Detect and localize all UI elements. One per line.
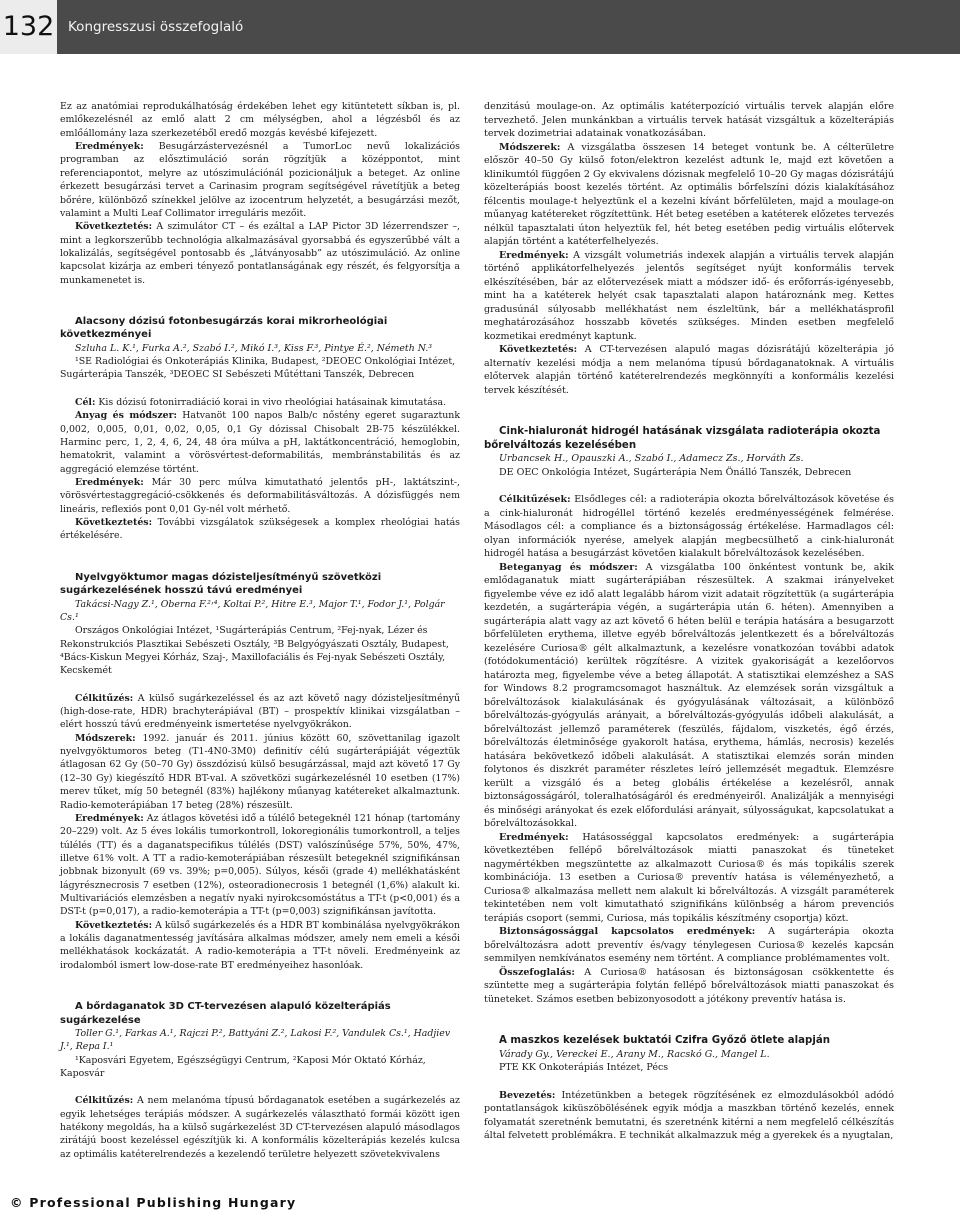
section-title: Nyelvgyöktumor magas dózisteljesítményű szövetközi sugárkezelésének hosszú távú eredményei bbox=[60, 571, 382, 597]
paragraph: Eredmények: Már 30 perc múlva kimutatható jelentős pH-, laktátszint-, vörösvértestaggregáció-csökkenés és deformabilitásváltozás. A dózisfüggés nem lineáris, reflexiós pont 0,01 Gy-nél volt mérhető. bbox=[60, 476, 460, 515]
continuation-paragraph: denzitású moulage-on. Az optimális katéterpozíció virtuális tervek alapján előre tervezhető. Jelen munkánkban a virtuális tervek hatását vizsgáltuk a közelterápiás tervek dozimetriai adatainak vonatkozásában. bbox=[484, 101, 894, 139]
para-label: Eredmények: bbox=[75, 141, 144, 153]
section-authors: Urbancsek H., Opauszki A., Szabó I., Adamecz Zs., Horváth Zs. bbox=[499, 453, 804, 464]
para-label: Következtetés: bbox=[75, 221, 153, 233]
paragraph: Eredmények: Hatásosséggal kapcsolatos eredmények: a sugárterápia következtében fellépő bőrelváltozások miatti panaszokat és tüneteket nagymértékben megszüntette az alkalmazott Curiosa® és más topikális szerek kombinációja. 13 esetben a Curiosa® preventív hatása is véleményezhető, a Curiosa® alkalmazása mellett nem alakult ki bőrelváltozás. A vizsgált paraméterek tekintetében nem volt kimutatható szignifikáns különbség a három prevenciós terápiás csoport (semmi, Curiosa, más topikális készítmény csoportja) közt. bbox=[484, 831, 894, 924]
section-authors: Várady Gy., Vereckei E., Arany M., Racskó G., Mangel L. bbox=[499, 1048, 770, 1060]
paragraph: Következtetés: További vizsgálatok szükségesek a komplex rheológiai hatás értékelésére. bbox=[60, 517, 460, 542]
section-affiliation: DE OEC Onkológia Intézet, Sugárterápia Nem Önálló Tanszék, Debrecen bbox=[499, 466, 852, 478]
section-title: A bőrdaganatok 3D CT-tervezésen alapuló közelterápiás sugárkezelése bbox=[60, 1001, 391, 1026]
footer-copyright: © Professional Publishing Hungary bbox=[10, 1195, 297, 1210]
paragraph: Célkitűzés: A nem melanóma típusú bőrdaganatok esetében a sugárkezelés az egyik lehetséges terápiás módszer. A sugárkezelés választható formái között igen hatékony megoldás, ha a külső sugárkezelést 3D CT-tervezésen alapuló másodlagos zirátájú boost kezeléssel egészítjük ki. A konformális közelterápiás kezelés kulcsa az optimális katéterelrendezés a kezelendő területre helyezett szövetekvivalens bbox=[60, 1095, 460, 1160]
paragraph: Következtetés: A szimulátor CT – és ezáltal a LAP Pictor 3D lézerrendszer –, mint a legkorszerűbb technológia alkalmazásával gyorsabbá és egyszerűbbé vált a lokalizálás, segítségével pontosabb és „látványosabb” az utószimuláció. Az online kapcsolat kizárja az emberi tényező pontatlanságának egy részét, és felgyorsítja a munkamenetet is. bbox=[60, 221, 460, 286]
paragraph: Eredmények: Besugárzástervezésnél a TumorLoc nevű lokalizációs programban az elősztimuláció során rögzítjük a középpontot, mint referenciapontot, melyre az utószimulációnál pozicionáljuk a beteget. Az online érkezett besugárzási tervet a Carinasim program segítségével rávetítjük a beteg bőrére, különböző színekkel jelölve az izocentrum helyzetét, a besugárzási mezőt, valamint a Multi Leaf Collimator irreguláris mezőit. bbox=[60, 141, 460, 219]
section-authors: Toller G.¹, Farkas A.¹, Rajczi P.², Battyáni Z.², Lakosi F.², Vandulek Cs.¹, Hadjiev J.¹, Repa I.¹ bbox=[60, 1027, 451, 1053]
paragraph: Eredmények: Az átlagos követési idő a túlélő betegeknél 121 hónap (tartomány 20–229) volt. Az 5 éves lokális tumorkontroll, lokoregionális tumorkontroll, a teljes túlélés (TT) és a daganatspecifikus túlélés (DST) valószínűsége 57%, 50%, 47%, illetve 61% volt. A TT a radio-kemoterápiában részesült betegeknél szignifikánsan jobbnak bizonyult (69 vs. 39%; p=0,005). Súlyos, késői (grade 4) mellékhatásként lágyrésznecrosis 7 esetben (12%), osteoradionecrosis 1 betegnél (1,6%) alakult ki. Multivariációs elemzésben a negatív nyaki nyirokcsomóstátus a TT-t (p<0,001) és a DST-t (p=0,017), a radio-kemoterápia a TT-t (p=0,003) szignifikánsan javította. bbox=[60, 812, 460, 918]
paragraph: Következtetés: A CT-tervezésen alapuló magas dózisrátájú közelterápia jó alternatív kezelési módja a nem melanóma típusú bőrdaganatoknak. A virtuális előtervek alapján történő katéterelrendezés megkönnyíti a konformális kezelési tervek készítését. bbox=[484, 344, 894, 396]
section-affiliation: Országos Onkológiai Intézet, ¹Sugárterápiás Centrum, ²Fej-nyak, Lézer és Rekonstrukciós Plasztikai Sebészeti Osztály, ³B Belgyógyászati Osztály, Budapest, ⁴Bács-Kiskun Megyei Kórház, Szaj-, Maxillofaciális és Fej-nyak Sebészeti Osztály, Kecskemét bbox=[60, 625, 449, 677]
paragraph: Eredmények: A vizsgált volumetriás indexek alapján a virtuális tervek alapján történő applikátorfelhelyezés jelentős segítséget nyújt konformális tervek elkészítésében, bár az előtervezések miatt a módszer idő- és erőforrás-igényesebb, mint ha a katéterek helyét csak tapasztalati alapon határoznánk meg. Kettes gradusúnál súlyosabb mellékhatást nem észleltünk, bár a mellékhatásprofil meghatározásához hosszabb követés szükséges. Minden esetben megfelelő kozmetikai eredményt kaptunk. bbox=[484, 249, 894, 342]
section-affiliation: ¹Kaposvári Egyetem, Egészségügyi Centrum, ²Kaposi Mór Oktató Kórház, Kaposvár bbox=[60, 1054, 426, 1079]
section-affiliation: PTE KK Onkoterápiás Intézet, Pécs bbox=[499, 1062, 669, 1073]
page-number: 132 bbox=[0, 0, 57, 54]
running-title: Kongresszusi összefoglaló bbox=[68, 19, 244, 35]
paragraph: Célkitűzés: A külső sugárkezeléssel és az azt követő nagy dózisteljesítményű (high-dose-rate, HDR) brachyterápiával (BT) – prospektív klinikai vizsgálatban – elért hosszú távú eredményeink ismertetése nyelvgyökrákon. bbox=[60, 692, 460, 731]
intro-paragraph: Ez az anatómiai reprodukálhatóság érdekében lehet egy kitüntetett síkban is, pl. emlőkezelésnél az emlő alatt 2 cm mélységben, ahol a légzésből és az emlőállomány laza szerkezetéből eredő mozgás kevésbé kifejezett. bbox=[60, 101, 460, 139]
paragraph: Bevezetés: Intézetünkben a betegek rögzítésének ez elmozdulásokból adódó pontatlanságok kiküszöbölésének egyik módja a maszkban történő kezelés, ennek folyamatát szeretnénk bemutatni, és szeretnénk kitérni a nem megfelelő célkészítás által felvetett problémákra. E technikát alkalmazzuk még a gyerekek és a nyugtalan, bbox=[484, 1089, 894, 1141]
paragraph: Összefoglalás: A Curiosa® hatásosan és biztonságosan csökkentette és szüntette meg a sugárterápia folytán fellépő bőrelváltozások miatti panaszokat és tüneteket. Számos esetben bebizonyosodott a jótékony preventív hatása is. bbox=[484, 966, 894, 1005]
paragraph: Következtetés: A külső sugárkezelés és a HDR BT kombinálása nyelvgyökrákon a lokális daganatmentesség javítására alkalmas módszer, amely nem emeli a késői mellékhatások kockázatát. A radio-kemoterápia a TT-t növeli. Eredményeink az irodalomból ismert low-dose-rate BT eredményeihez hasonlóak. bbox=[60, 919, 460, 971]
paragraph: Cél: Kis dózisú fotonirradiáció korai in vivo rheológiai hatásainak kimutatása. bbox=[75, 396, 447, 408]
paragraph: Célkitűzések: Elsődleges cél: a radioterápia okozta bőrelváltozások követése és a cink-hialuronát hidrogéllel történő kezelés eredményességének felmérése. Másodlagos cél: a compliance és a biztonságosság értékelése. Harmadlagos cél: olyan információk nyerése, amelyek alapján megbecsülhető a cink-hialuronát hidrogél hatása a besugárzást követően kialakult bőrelváltozások kezelésében. bbox=[484, 494, 894, 559]
section-title: A maszkos kezelések buktatói Czifra Győző ötlete alapján bbox=[499, 1035, 830, 1046]
section-title: Alacsony dózisú fotonbesugárzás korai mikrorheológiai következményei bbox=[60, 316, 388, 341]
paragraph: Módszerek: 1992. január és 2011. június között 60, szövettanilag igazolt nyelvgyöktumoros beteg (T1-4N0-3M0) definitív célú sugárterápiáját végeztük átlagosan 62 Gy (50–70 Gy) összdózisú külső besugárzással, majd azt követő 17 Gy (12–30 Gy) kiegészítő HDR BT-val. A szövetközi sugárkezelésnél 10 esetben (17%) merev tűket, míg 50 betegnél (83%) hajlékony műanyag katétereket alkalmaztunk. Radio-kemoterápiában 17 beteg (28%) részesült. bbox=[60, 732, 460, 811]
paragraph: Módszerek: A vizsgálatba összesen 14 beteget vontunk be. A célterületre először 40–50 Gy külső foton/elektron kezelést adtunk le, majd ezt követően a klinikumtól függően 2 Gy ekvivalens dózisnak megfelelő 10–20 Gy magas dózisrátájú közelterápiás boost kezelés történt. Az optimális bőrfelszíni dózis kialakításához félcentis moulage-t helyeztünk el a kezelni kívánt bőrfelületen, majd a moulage-on műanyag katétereket rögzítettünk. Hét beteg esetében a katéterek előzetes tervezés nélkül tapasztalati úton helyeztük fel, hét beteg esetében pedig virtuális előtervek alapján történt a katéterfelhelyezés. bbox=[484, 141, 894, 247]
left-column bbox=[60, 100, 460, 1161]
section-authors: Szluha L. K.¹, Furka A.², Szabó I.², Mikó I.³, Kiss F.³, Pintye É.², Németh N.³ bbox=[75, 342, 433, 354]
section-authors: Takácsi-Nagy Z.¹, Oberna F.²˒⁴, Koltai P.², Hitre E.³, Major T.¹, Fodor J.¹, Polgár Cs.¹ bbox=[60, 598, 445, 623]
paragraph: Anyag és módszer: Hatvanöt 100 napos Balb/c nőstény egeret sugaraztunk 0,002, 0,005, 0,01, 0,02, 0,05, 0,1 Gy dózissal Chisobalt 2B-75 készülékkel. Harminc perc, 1, 2, 4, 6, 24, 48 óra múlva a pH, laktátkoncentráció, hemoglobin, hematokrit, valamint a vörösvértest-deformabilitás, membránstabilitás és az aggregáció elemzése történt. bbox=[60, 410, 460, 475]
paragraph: Biztonságossággal kapcsolatos eredmények: A sugárterápia okozta bőrelváltozásra adott preventív és/vagy ténylegesen Curiosa® kezelés kapcsán semmilyen nemkívánatos esemény nem történt. A compliance problémamentes volt. bbox=[484, 926, 895, 964]
section-affiliation: ¹SE Radiológiai és Onkoterápiás Klinika, Budapest, ²DEOEC Onkológiai Intézet, Sugárterápia Tanszék, ³DEOEC SI Sebészeti Műtéttani Tanszék, Debrecen bbox=[60, 356, 456, 381]
right-column bbox=[484, 100, 894, 1143]
section-title: Cink-hialuronát hidrogél hatásának vizsgálata radioterápia okozta bőrelváltozás kezelésében bbox=[484, 426, 881, 451]
paragraph: Beteganyag és módszer: A vizsgálatba 100 önkéntest vontunk be, akik emlődaganatuk miatt sugárterápiában részesültek. A szakmai irányelveket figyelembe véve ez idő alatt legalább három vizit adatait rögzítettük (a sugárterápia kezdetén, a sugárterápia végén, a sugárterápia után 6. héten). Amennyiben a sugárterápia alatt vagy az azt követő 6 héten belül e terápia hatására a besugarzott bőrfelületen erythema, illetve egyéb bőrelváltozás jelentkezett és a bőrelváltozás kezelésére Curiosa® gélt alkalmaztunk, a kezelésre vonatkozóan további adatok (fotódokumentáció) kerültek rögzítésre. A vizitek gyakoriságát a kezelőorvos határozta meg, figyelembe véve a beteg állapotát. A statisztikai elemzéshez a SAS for Windows 8.2 programcsomagot használtuk. Az elemzések során vizsgáltuk a bőrelváltozások kialakulásának és gyógyulásának változásait, a különböző bőrelváltozás-gyógyulás arányait, a bőrelváltozás-gyógyulás időbeli alakulását, a bőrelváltozást jellemző paraméterek (feszülés, fájdalom, viszketés, égő érzés, bőrelváltozás életminősége gyakorolt hatása, erythema, hámlás, necrosis) kezelés hatására bekövetkező időbeli alakulását. A statisztikai elemzés során minden folytonos és diszkrét paraméter részletes leíró jellemzését megadtuk. Elemzésre került a vizsgáló és a beteg globális értékelése a kezelésről, annak biztonságosságáról, toleralhatóságáról és eredményeiről. Analizálják a mennyiségi és minőségi arányokat és ezek előfordulási arányait, súlyosságukat, kapcsolatukat a bőrelváltozásokkal. bbox=[484, 561, 894, 829]
